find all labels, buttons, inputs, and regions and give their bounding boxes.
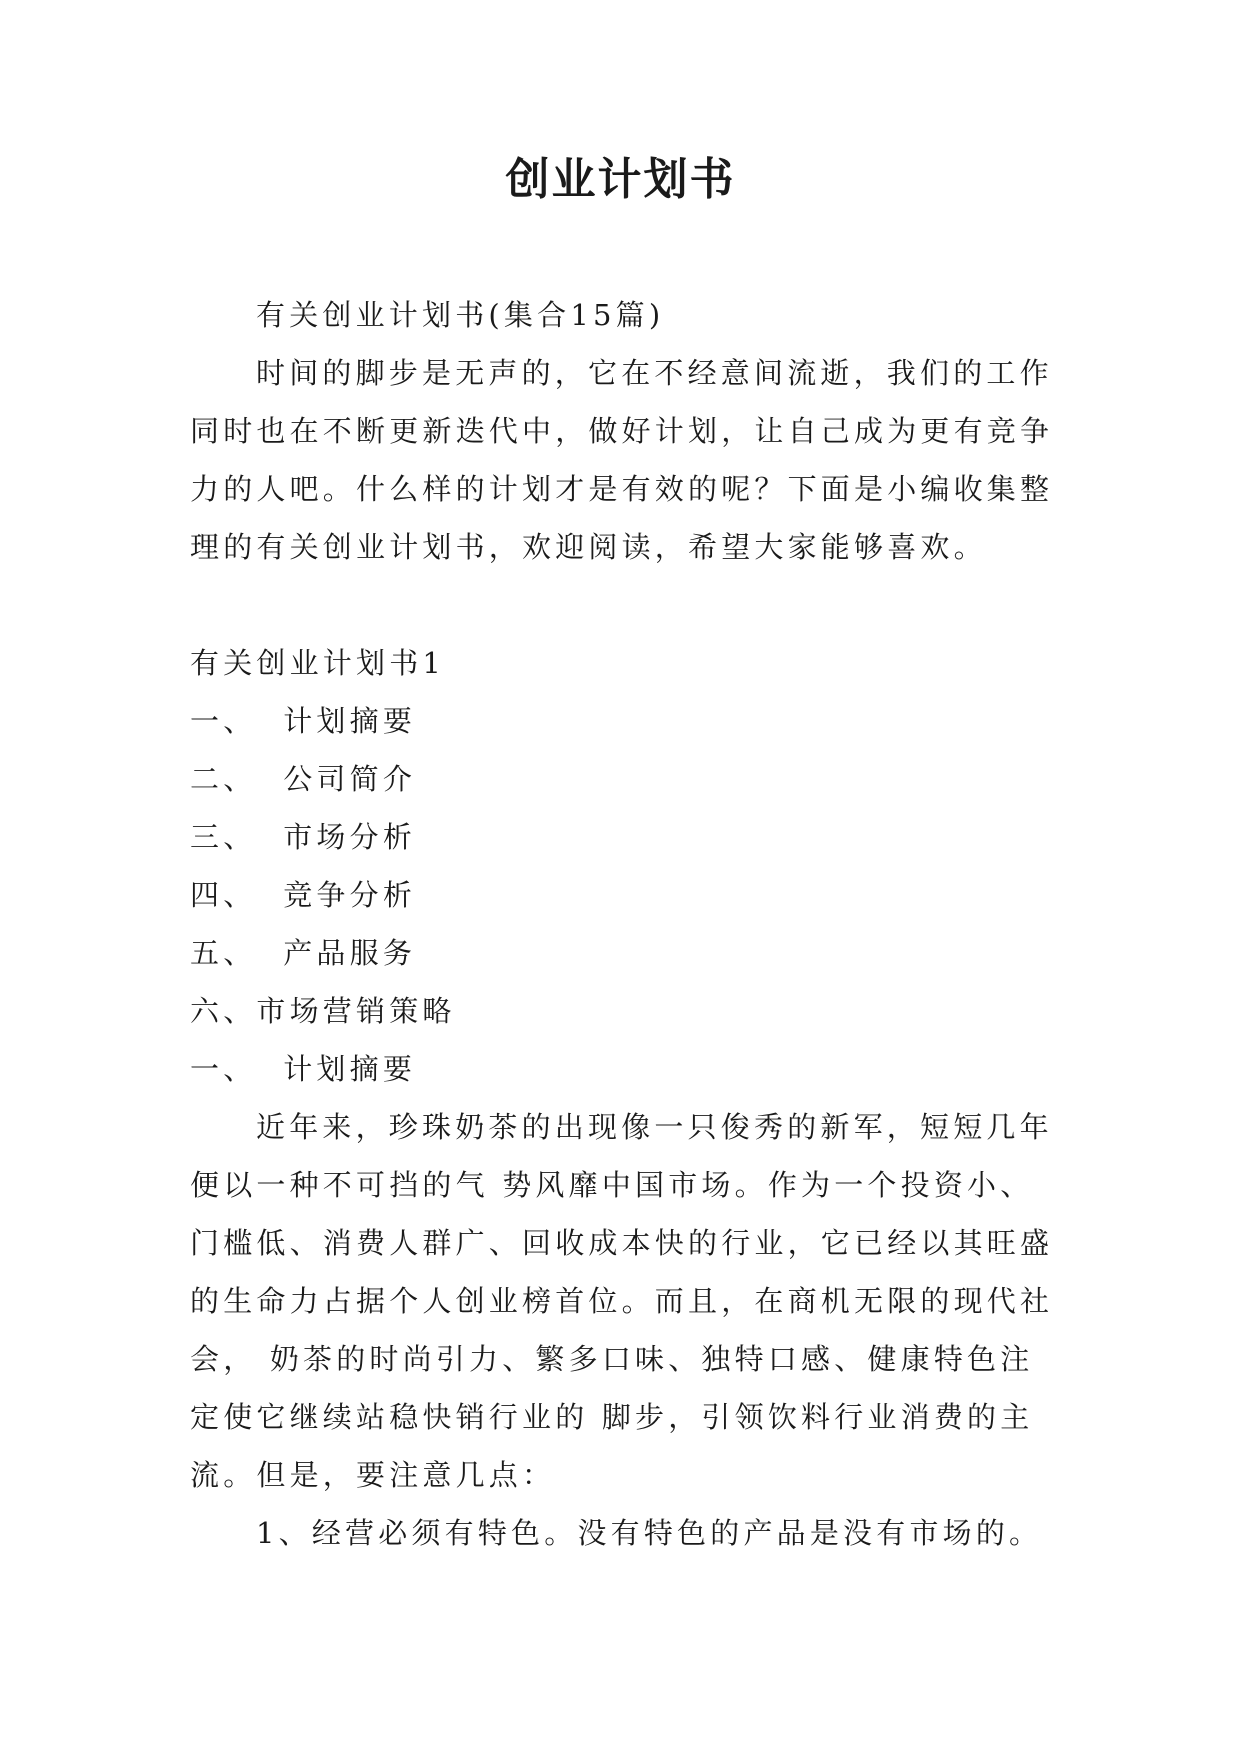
document-subtitle: 有关创业计划书(集合15篇) [256, 298, 665, 332]
toc-item-2: 二、 公司简介 [190, 762, 417, 796]
body-paragraph: 近年来，珍珠奶茶的出现像一只俊秀的新军，短短几年便以一种不可挡的气 势风靡中国市场。作为一个投资小、门槛低、消费人群广、回收成本快的行业，它已经以其旺盛的生命力占据个人创业榜首位。而且，在商机无限的现代社会， 奶茶的时尚引力、繁多口味、独特口感、健康特色注定使它继续站稳快销行业的 脚步，引领饮料行业消费的主流。但是，要注意几点： [190, 1110, 1054, 1492]
intro-paragraph: 时间的脚步是无声的，它在不经意间流逝，我们的工作同时也在不断更新迭代中，做好计划，让自己成为更有竞争力的人吧。什么样的计划才是有效的呢？下面是小编收集整理的有关创业计划书，欢迎阅读，希望大家能够喜欢。 [190, 356, 1054, 564]
toc-item-3: 三、 市场分析 [190, 820, 417, 854]
toc-item-1: 一、 计划摘要 [190, 704, 417, 738]
document-title: 创业计划书 [505, 154, 736, 205]
toc-item-6: 六、市场营销策略 [190, 994, 456, 1028]
section-heading: 有关创业计划书1 [190, 646, 446, 680]
toc-item-4: 四、 竞争分析 [190, 878, 417, 912]
spacer [190, 576, 1060, 634]
point-1: 1、经营必须有特色。没有特色的产品是没有市场的。 [256, 1516, 1043, 1550]
toc-item-7: 一、 计划摘要 [190, 1052, 417, 1086]
document-body [190, 286, 1060, 1562]
toc-item-5: 五、 产品服务 [190, 936, 417, 970]
